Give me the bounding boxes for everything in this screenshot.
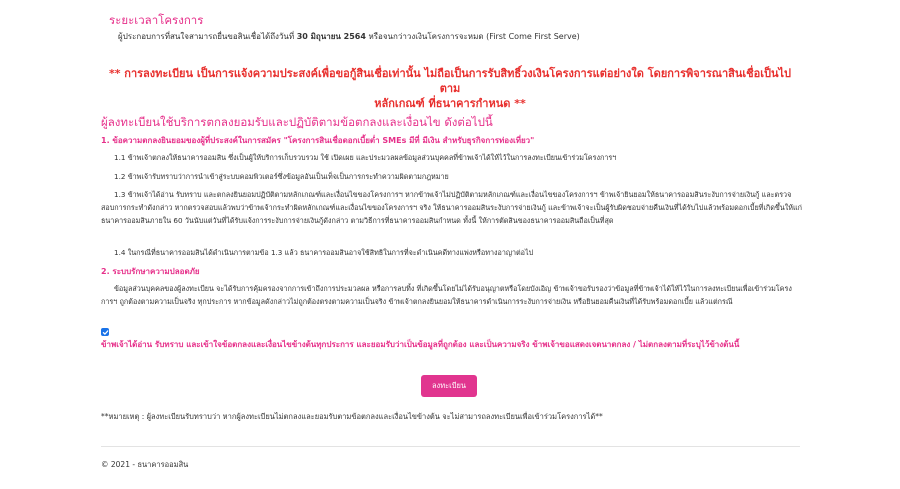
checkmark-icon <box>102 329 109 336</box>
registration-warning <box>100 66 800 111</box>
project-period-text <box>118 30 580 43</box>
warning-line-2: หลักเกณฑ์ ที่ธนาคารกำหนด ** <box>374 97 526 110</box>
agree-label[interactable]: ข้าพเจ้าได้อ่าน รับทราบ และเข้าใจข้อตกลงและเงื่อนไขข้างต้นทุกประการ และยอมรับว่าเป็นข้อมูลที่ถูกต้อง และเป็นความจริง ข้าพเจ้าขอแสดงเจตนาตกลง / ไม่ตกลงตามที่ระบุไว้ข้างต้นนี้ <box>101 340 740 349</box>
warning-line-1: ** การลงทะเบียน เป็นการแจ้งความประสงค์เพื่อขอกู้สินเชื่อเท่านั้น ไม่ถือเป็นการรับสิทธิ์วงเงินโครงการแต่อย่างใด โดยการพิจารณาสินเชื่อเป็นไปตาม <box>108 67 792 95</box>
period-text-after: หรือจนกว่าวงเงินโครงการจะหมด (First Come First Serve) <box>365 32 580 41</box>
terms-heading: ผู้ลงทะเบียนใช้บริการตกลงยอมรับและปฏิบัติตามข้อตกลงและเงื่อนไข ดังต่อไปนี้ <box>101 115 493 129</box>
footer-divider <box>101 446 800 447</box>
footer-copyright: © 2021 - ธนาคารออมสิน <box>101 460 189 469</box>
period-deadline: 30 มิถุนายน 2564 <box>296 32 366 41</box>
terms-item-1-1: 1.1 ข้าพเจ้าตกลงให้ธนาคารออมสิน ซึ่งเป็นผู้ให้บริการเก็บรวบรวม ใช้ เปิดเผย และประมวลผลข้อมูลส่วนบุคคลที่ข้าพเจ้าได้ให้ไว้ในการลงทะเบียนเข้าร่วมโครงการฯ <box>114 153 617 162</box>
period-text-before: ผู้ประกอบการที่สนใจสามารถยื่นขอสินเชื่อได้ถึงวันที่ <box>118 32 297 41</box>
terms-item-1-4: 1.4 ในกรณีที่ธนาคารออมสินได้ดำเนินการตามข้อ 1.3 แล้ว ธนาคารออมสินอาจใช้สิทธิในการที่จะดำเนินคดีทางแพ่งหรือทางอาญาต่อไป <box>114 248 534 257</box>
terms-section-1-title: 1. ข้อความตกลงยินยอมของผู้ที่ประสงค์ในการสมัคร "โครงการสินเชื่อดอกเบี้ยต่ำ SMEs มีที่ มีเงิน สำหรับธุรกิจการท่องเที่ยว" <box>101 136 535 145</box>
terms-section-2-text: ข้อมูลส่วนบุคคลของผู้ลงทะเบียน จะได้รับการคุ้มครองจากการเข้าถึงการประมวลผล หรือการลบทิ้ง ที่เกิดขึ้นโดยไม่ได้รับอนุญาตหรือโดยบังเอิญ ข้าพเจ้าขอรับรองว่าข้อมูลที่ข้าพเจ้าได้ให้ไว้ในการลงทะเบียนเพื่อเข้าร่วมโครงการฯ ถูกต้องตามความเป็นจริง ทุกประการ หากข้อมูลดังกล่าวไม่ถูกต้องตรงตามความเป็นจริง ข้าพเจ้าตกลงยินยอมให้ธนาคารดำเนินการระงับการจ่ายเงิน หรือยินยอมคืนเงินที่ได้รับพร้อมดอกเบี้ย แล้วแต่กรณี <box>101 284 792 306</box>
registration-note: **หมายเหตุ : ผู้ลงทะเบียนรับทราบว่า หากผู้ลงทะเบียนไม่ตกลงและยอมรับตามข้อตกลงและเงื่อนไขข้างต้น จะไม่สามารถลงทะเบียนเพื่อเข้าร่วมโครงการได้** <box>101 412 603 421</box>
agree-checkbox[interactable] <box>101 328 109 336</box>
project-period-heading: ระยะเวลาโครงการ <box>109 13 204 27</box>
terms-item-1-3: 1.3 ข้าพเจ้าได้อ่าน รับทราบ และตกลงยินยอมปฏิบัติตามหลักเกณฑ์และเงื่อนไขของโครงการฯ หากข้าพเจ้าไม่ปฏิบัติตามหลักเกณฑ์และเงื่อนไขของโครงการฯ ข้าพเจ้ายินยอมให้ธนาคารออมสินระงับการจ่ายเงินกู้ และตรวจสอบการกระทำดังกล่าว หากตรวจสอบแล้วพบว่าข้าพเจ้ากระทำผิดหลักเกณฑ์และเงื่อนไขของโครงการฯ จริง ให้ธนาคารออมสินระงับการจ่ายเงินกู้ และข้าพเจ้าจะเป็นผู้รับผิดชอบจ่ายคืนเงินที่ได้รับไปแล้วพร้อมดอกเบี้ยที่เกิดขึ้นให้แก่ธนาคารออมสินภายใน 60 วันนับแต่วันที่ได้รับแจ้งการระงับการจ่ายเงินกู้ดังกล่าว ตามวิธีการที่ธนาคารออมสินกำหนด ทั้งนี้ ให้การตัดสินของธนาคารออมสินถือเป็นที่สุด <box>101 190 802 225</box>
terms-item-1-2: 1.2 ข้าพเจ้ารับทราบว่าการนำเข้าสู่ระบบคอมพิวเตอร์ซึ่งข้อมูลอันเป็นเท็จเป็นการกระทำความผิดตามกฎหมาย <box>114 172 449 181</box>
terms-section-2-title: 2. ระบบรักษาความปลอดภัย <box>101 267 200 276</box>
register-button[interactable]: ลงทะเบียน <box>421 375 477 397</box>
